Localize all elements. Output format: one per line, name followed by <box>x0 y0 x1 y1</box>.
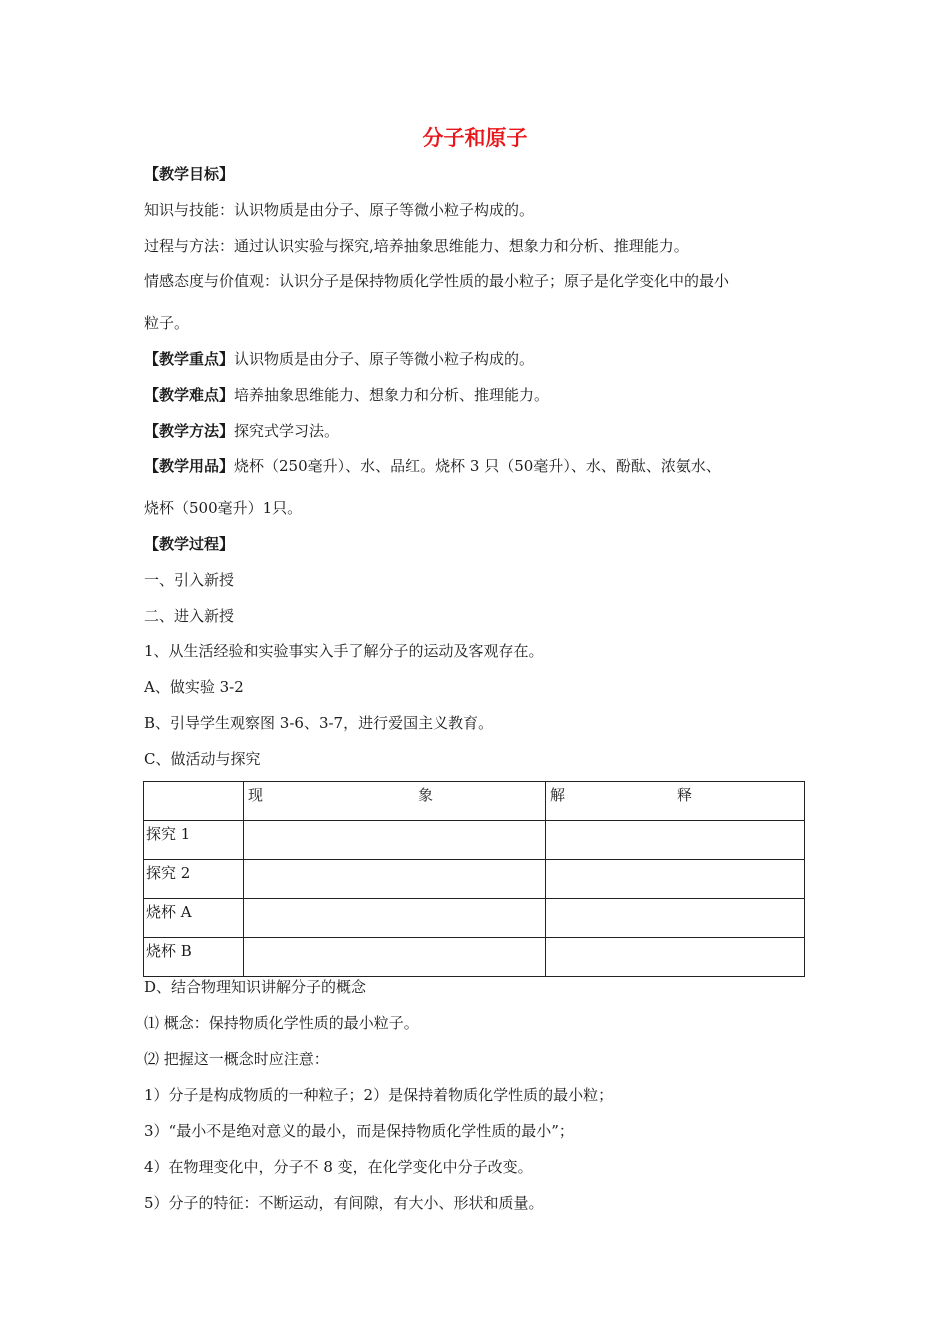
objective-emotion-line1: 情感态度与价值观：认识分子是保持物质化学性质的最小粒子；原子是化学变化中的最小 <box>144 272 730 290</box>
phenomenon-cell <box>244 938 546 977</box>
row-label: 烧杯 B <box>144 938 244 977</box>
step-a: A、做实验 3-2 <box>144 678 244 696</box>
key-point-text: 认识物质是由分子、原子等微小粒子构成的。 <box>234 350 535 368</box>
objective-process: 过程与方法：通过认识实验与探究,培养抽象思维能力、想象力和分析、推理能力。 <box>144 237 689 255</box>
materials <box>144 456 721 476</box>
table-header-row <box>144 782 805 821</box>
header-explanation-char2: 释 <box>676 786 692 804</box>
concept-d: D、结合物理知识讲解分子的概念 <box>144 978 367 996</box>
step-2: 二、进入新授 <box>144 607 235 625</box>
difficulty-label: 【教学难点】 <box>144 386 235 404</box>
page-title: 分子和原子 <box>422 126 528 150</box>
concept-point-1: 1）分子是构成物质的一种粒子；2）是保持着物质化学性质的最小粒； <box>144 1086 614 1104</box>
header-phenomenon-char2: 象 <box>417 786 433 804</box>
row-label: 烧杯 A <box>144 899 244 938</box>
step-b: B、引导学生观察图 3-6、3-7，进行爱国主义教育。 <box>144 714 494 732</box>
explanation-cell <box>546 860 805 899</box>
concept-point-4: 4）在物理变化中，分子不 8 变，在化学变化中分子改变。 <box>144 1158 533 1176</box>
objective-knowledge: 知识与技能：认识物质是由分子、原子等微小粒子构成的。 <box>144 201 535 219</box>
experiment-table <box>143 781 805 977</box>
header-explanation <box>546 782 805 821</box>
objectives-heading: 【教学目标】 <box>144 165 235 183</box>
table-row <box>144 860 805 899</box>
materials-label: 【教学用品】 <box>144 457 235 475</box>
method <box>144 421 339 441</box>
method-text: 探究式学习法。 <box>234 422 340 440</box>
row-label: 探究 2 <box>144 860 244 899</box>
table-corner-cell <box>144 782 244 821</box>
row-label: 探究 1 <box>144 821 244 860</box>
table-row <box>144 899 805 938</box>
step-3: 1、从生活经验和实验事实入手了解分子的运动及客观存在。 <box>144 642 544 660</box>
materials-text-line2: 烧杯（500毫升）1只。 <box>144 499 303 517</box>
step-c: C、做活动与探究 <box>144 750 261 768</box>
explanation-cell <box>546 821 805 860</box>
step-1: 一、引入新授 <box>144 571 235 589</box>
objective-emotion-line2: 粒子。 <box>144 314 190 332</box>
table-row <box>144 938 805 977</box>
concept-point-5: 5）分子的特征：不断运动，有间隙，有大小、形状和质量。 <box>144 1194 544 1212</box>
header-phenomenon-char1: 现 <box>248 786 264 804</box>
explanation-cell <box>546 899 805 938</box>
process-heading: 【教学过程】 <box>144 535 235 553</box>
concept-point-3: 3）“最小不是绝对意义的最小，而是保持物质化学性质的最小”； <box>144 1122 574 1140</box>
header-phenomenon <box>244 782 546 821</box>
key-point-label: 【教学重点】 <box>144 350 235 368</box>
explanation-cell <box>546 938 805 977</box>
header-explanation-char1: 解 <box>550 786 566 804</box>
concept-definition: ⑴ 概念：保持物质化学性质的最小粒子。 <box>144 1014 419 1032</box>
key-point <box>144 349 534 369</box>
concept-notes-heading: ⑵ 把握这一概念时应注意： <box>144 1050 329 1068</box>
table-row <box>144 821 805 860</box>
phenomenon-cell <box>244 899 546 938</box>
phenomenon-cell <box>244 821 546 860</box>
materials-text-line1: 烧杯（250毫升）、水、品红。烧杯 3 只（50毫升）、水、酚酞、浓氨水、 <box>234 457 721 475</box>
difficulty-text: 培养抽象思维能力、想象力和分析、推理能力。 <box>234 386 550 404</box>
phenomenon-cell <box>244 860 546 899</box>
difficulty <box>144 385 549 405</box>
method-label: 【教学方法】 <box>144 422 235 440</box>
